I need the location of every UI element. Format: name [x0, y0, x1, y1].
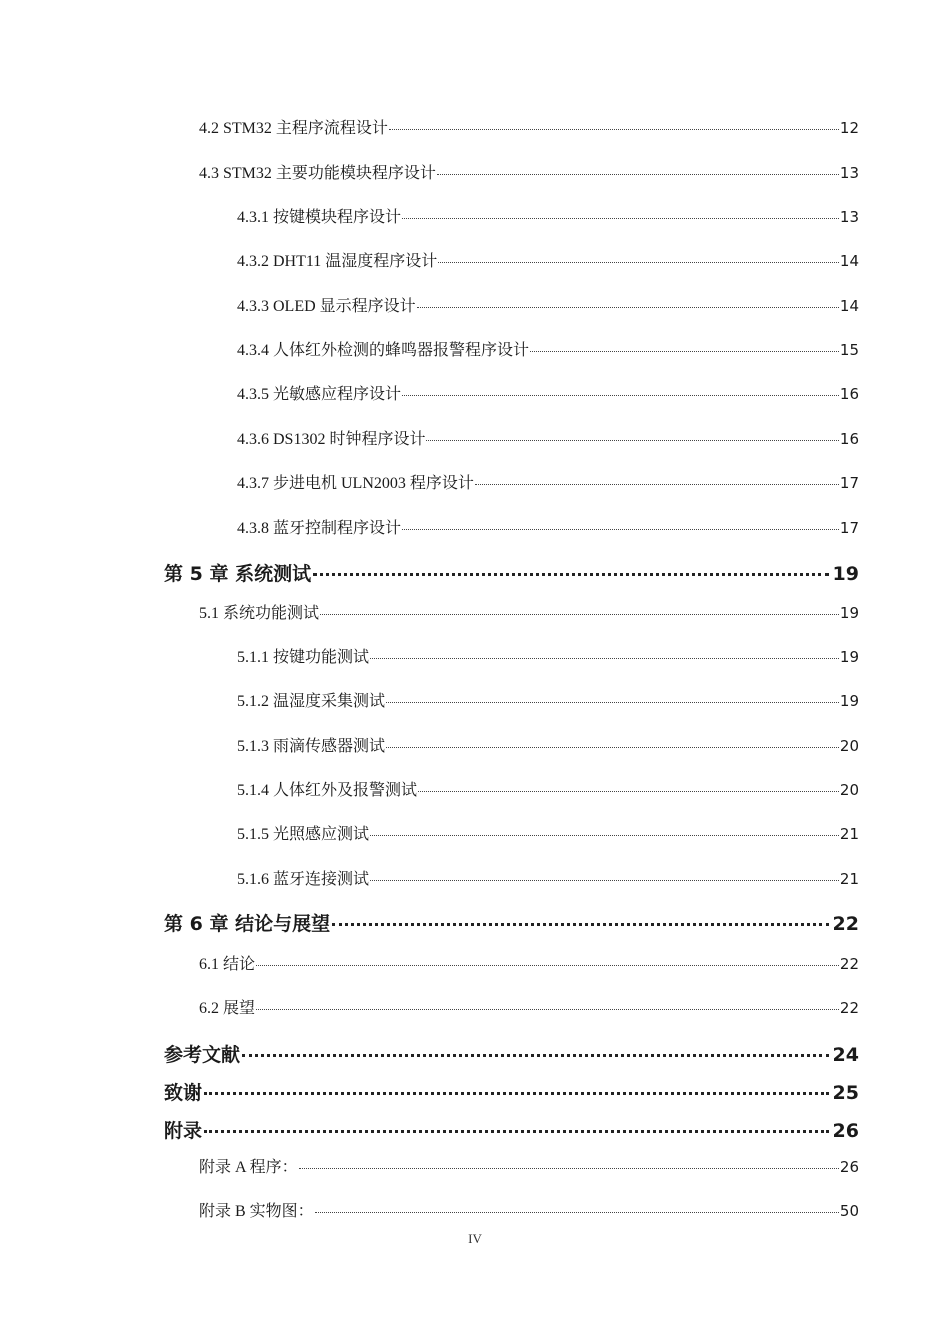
toc-entry-page: 22	[839, 955, 859, 973]
toc-chapter-entry[interactable]	[164, 1040, 859, 1067]
toc-entry-page: 16	[839, 385, 859, 403]
toc-chapter-entry[interactable]	[164, 1078, 859, 1105]
toc-entry-page: 19	[839, 604, 859, 622]
toc-entry-page: 19	[832, 563, 859, 585]
dot-leader	[204, 1129, 829, 1133]
toc-entry-title: 4.3.5 光敏感应程序设计	[237, 386, 402, 403]
toc-entry[interactable]	[199, 600, 859, 623]
dot-leader	[437, 173, 839, 175]
toc-entry-title: 5.1.2 温湿度采集测试	[237, 693, 386, 710]
toc-entry-page: 26	[839, 1158, 859, 1176]
toc-entry[interactable]	[237, 777, 859, 800]
toc-entry[interactable]	[237, 644, 859, 667]
dot-leader	[426, 439, 838, 441]
dot-leader	[313, 572, 828, 576]
dot-leader	[332, 922, 828, 926]
dot-leader	[389, 128, 839, 130]
toc-entry-page: 25	[832, 1082, 859, 1104]
toc-entry-page: 22	[839, 999, 859, 1017]
dot-leader	[530, 350, 839, 352]
toc-entry-title: 4.3.6 DS1302 时钟程序设计	[237, 431, 426, 448]
dot-leader	[370, 879, 839, 881]
toc-entry[interactable]	[199, 951, 859, 974]
toc-entry-page: 20	[839, 737, 859, 755]
toc-entry[interactable]	[237, 293, 859, 316]
toc-entry-page: 22	[832, 913, 859, 935]
toc-entry-page: 13	[839, 164, 859, 182]
toc-entry-page: 12	[839, 119, 859, 137]
toc-entry-title: 4.3.4 人体红外检测的蜂鸣器报警程序设计	[237, 342, 530, 359]
toc-entry[interactable]	[237, 515, 859, 538]
toc-entry[interactable]	[237, 248, 859, 271]
toc-entry[interactable]	[237, 426, 859, 449]
dot-leader	[475, 483, 839, 485]
toc-entry-title: 6.2 展望	[199, 1000, 256, 1017]
dot-leader	[242, 1053, 829, 1057]
toc-entry-title: 5.1.3 雨滴传感器测试	[237, 738, 386, 755]
toc-entry-title: 5.1.6 蓝牙连接测试	[237, 871, 370, 888]
toc-entry-title: 5.1 系统功能测试	[199, 605, 320, 622]
dot-leader	[418, 790, 839, 792]
toc-entry-page: 17	[839, 474, 859, 492]
toc-entry-page: 26	[832, 1120, 859, 1142]
toc-chapter-entry[interactable]	[164, 1116, 859, 1143]
toc-entry-page: 21	[839, 870, 859, 888]
toc-chapter-entry[interactable]	[164, 909, 859, 936]
toc-entry-title: 4.3.8 蓝牙控制程序设计	[237, 520, 402, 537]
dot-leader	[402, 528, 839, 530]
dot-leader	[256, 964, 839, 966]
dot-leader	[402, 394, 839, 396]
toc-entry-title: 4.3.7 步进电机 ULN2003 程序设计	[237, 475, 474, 492]
toc-entry[interactable]	[237, 204, 859, 227]
toc-entry-title: 5.1.5 光照感应测试	[237, 826, 370, 843]
dot-leader	[417, 306, 839, 308]
toc-entry-page: 13	[839, 208, 859, 226]
dot-leader	[299, 1167, 839, 1169]
dot-leader	[386, 701, 839, 703]
toc-entry-title: 4.3.3 OLED 显示程序设计	[237, 298, 416, 315]
toc-entry[interactable]	[199, 995, 859, 1018]
toc-entry-title: 5.1.4 人体红外及报警测试	[237, 782, 418, 799]
toc-entry-page: 24	[832, 1044, 859, 1066]
toc-entry-title: 附录	[164, 1120, 203, 1142]
toc-entry-title: 4.3 STM32 主要功能模块程序设计	[199, 165, 436, 182]
toc-entry-page: 16	[839, 430, 859, 448]
toc-entry-title: 第 6 章 结论与展望	[164, 913, 331, 935]
dot-leader	[370, 834, 839, 836]
dot-leader	[438, 261, 839, 263]
dot-leader	[320, 613, 839, 615]
toc-entry-title: 5.1.1 按键功能测试	[237, 649, 370, 666]
toc-entry[interactable]	[237, 821, 859, 844]
toc-entry-title: 第 5 章 系统测试	[164, 563, 312, 585]
dot-leader	[370, 657, 839, 659]
toc-entry[interactable]	[237, 381, 859, 404]
toc-entry[interactable]	[199, 1198, 859, 1221]
page-number-footer: IV	[468, 1231, 482, 1246]
toc-entry[interactable]	[237, 688, 859, 711]
toc-entry[interactable]	[199, 1154, 859, 1177]
toc-entry[interactable]	[237, 733, 859, 756]
toc-entry-page: 20	[839, 781, 859, 799]
toc-entry-page: 17	[839, 519, 859, 537]
toc-entry-page: 21	[839, 825, 859, 843]
toc-entry-page: 50	[839, 1202, 859, 1220]
dot-leader	[402, 217, 839, 219]
toc-entry[interactable]	[199, 160, 859, 183]
toc-entry-title: 致谢	[164, 1082, 203, 1104]
toc-entry[interactable]	[237, 866, 859, 889]
toc-chapter-entry[interactable]	[164, 559, 859, 586]
toc-entry-page: 14	[839, 252, 859, 270]
toc-entry-title: 4.3.1 按键模块程序设计	[237, 209, 402, 226]
toc-entry-title: 附录 A 程序：	[199, 1159, 298, 1176]
toc-entry-title: 参考文献	[164, 1044, 241, 1066]
toc-entry-page: 19	[839, 648, 859, 666]
toc-entry-page: 15	[839, 341, 859, 359]
toc-entry-page: 14	[839, 297, 859, 315]
dot-leader	[315, 1211, 839, 1213]
toc-entry-title: 6.1 结论	[199, 956, 256, 973]
toc-entry-title: 4.3.2 DHT11 温湿度程序设计	[237, 253, 438, 270]
dot-leader	[204, 1091, 829, 1095]
toc-entry-title: 附录 B 实物图：	[199, 1203, 314, 1220]
toc-entry[interactable]	[237, 470, 859, 493]
toc-entry-page: 19	[839, 692, 859, 710]
toc-entry-title: 4.2 STM32 主程序流程设计	[199, 120, 388, 137]
dot-leader	[256, 1008, 839, 1010]
dot-leader	[386, 746, 839, 748]
toc-entry[interactable]	[237, 337, 859, 360]
toc-entry[interactable]	[199, 115, 859, 138]
